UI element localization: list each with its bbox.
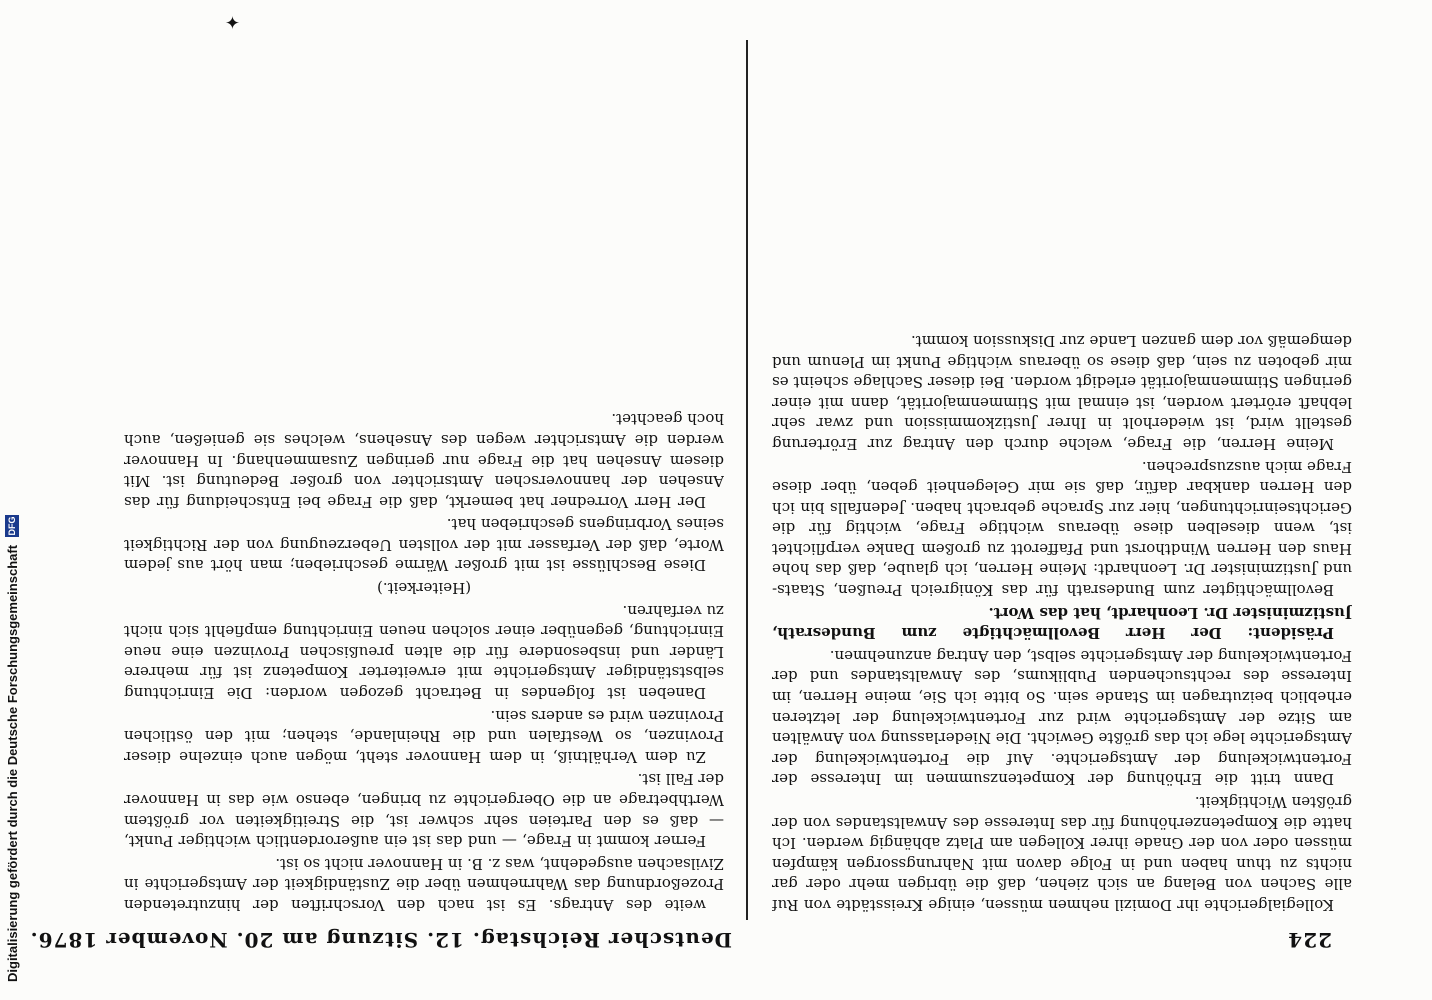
paragraph: Kollegialgerichte ihr Domizil nehmen müssen, einige Kreisstädte von Ruf alle Sachen von Belang an sich ziehen, daß die übrigen mehr oder gar nichts zu thun haben und in Folge davon mit Nahrungssorgen kämpfen müssen oder von der Gnade ihrer Kollegen am Platz abhängig werden. Ich hatte die Kompetenzerhöhung für das Interesse des Anwaltstandes von der größten Wichtigkeit. (772, 793, 1352, 914)
paragraph: (Heiterkeit.) (376, 579, 472, 598)
paragraph: Zu dem Verhältniß, in dem Hannover steht, mögen auch einzelne dieser Provinzen, so Westfalen und die Rheinlande, stehen; mit den östlichen Provinzen wird es anders sein. (124, 706, 724, 766)
paragraph: weite des Antrags. Es ist nach den Vorschriften der hinzutretenden Prozeßordnung das Wahrnehmen über die Zuständigkeit der Amtsgerichte in Zivilsachen ausgedehnt, was z. B. in Hannover nicht so ist. (124, 854, 724, 914)
paragraph: Diese Beschlüsse ist mit großer Wärme geschrieben; man hört aus jedem Worte, daß der Verfasser mit der vollsten Ueberzeugung von der Richtigkeit seines Vorbringens geschrieben hat. (124, 515, 724, 575)
column-right (124, 35, 724, 915)
page-number: 224 (1287, 928, 1332, 952)
digitization-credit (0, 0, 24, 1000)
decorative-mark-icon: ✦ (224, 11, 240, 32)
paragraph: Bevollmächtigter zum Bundesrath für das Königreich Preußen, Staats- und Justizminister Dr. Leonhardt: Meine Herren, ich glaube, daß das hohe Haus den Herren Windthorst und Pfafferott zu großem Danke verpflichtet ist, wenn dieselben diese überaus wichtige Frage, wichtig für die Gerichtseinrichtungen, hier zur Sprache gebracht haben. Jedenfalls bin ich den Herren dankbar dafür, daß sie mir Gelegenheit geben, über diese Frage mich auszusprechen. (772, 457, 1352, 600)
dfg-logo: DFG (7, 516, 17, 536)
column-divider (746, 40, 748, 920)
paragraph: Ferner kommt in Frage, — und das ist ein außerordentlich wichtiger Punkt, — daß es den Parteien sehr schwer ist, die Streitigkeiten vor größtem Werthbetrage an die Obergerichte zu bringen, ebenso wie das in Hannover der Fall ist. (124, 770, 724, 851)
credit-text: Digitalisierung gefördert durch die Deutsche Forschungsgemeinschaft (4, 544, 20, 982)
paragraph: Dann tritt die Erhöhung der Kompetenzsummen im Interesse der Fortentwickelung der Amtsgerichte. Auf die Fortentwickelung der Amtsgerichte lege ich das größte Gewicht. Die Niederlassung von Anwälten am Sitze der Amtsgerichte wird zur Fortentwickelung der letzteren erheblich beizutragen im Stande sein. So bitte ich Sie, meine Herren, im Interesse des rechtsuchenden Publikums, des Anwaltstandes und der Fortentwickelung der Amtsgerichte selbst, den Antrag anzunehmen. (772, 646, 1352, 789)
column-left (772, 35, 1352, 915)
paragraph: Präsident: Der Herr Bevollmächtigte zum Bundesrath, Justizminister Dr. Leonhardt, hat das Wort. (772, 603, 1352, 643)
paragraph: Meine Herren, die Frage, welche durch den Antrag zur Erörterung gestellt wird, ist wiederholt in Ihrer Justizkommission und zwar sehr lebhaft erörtert worden, ist einmal mit Stimmenmajorität, dann mit einer geringen Stimmenmajorität erledigt worden. Bei dieser Sachlage scheint es mir geboten zu sein, daß diese so überaus wichtige Punkt im Plenum und demgemäß vor dem ganzen Lande zur Diskussion kommt. (772, 331, 1352, 453)
page-title: Deutscher Reichstag. 12. Sitzung am 20. November 1876. (29, 928, 732, 952)
paragraph: Daneben ist folgendes in Betracht gezogen worden: Die Einrichtung selbstständiger Amtsgerichte mit erweiterter Kompetenz ist für mehrere Länder und insbesondere für die alten preußischen Provinzen eine neue Einrichtung, gegenüber einer solchen neuen Einrichtung empfiehlt sich nicht zu verfahren. (124, 601, 724, 703)
paragraph: Der Herr Vorredner hat bemerkt, daß die Frage bei Entscheidung für das Ansehen der hannoverschen Amtsrichter von großer Bedeutung ist. Mit diesem Ansehen hat die Frage nur geringen Zusammenhang. In Hannover werden die Amtsrichter wegen des Ansehens, welches sie genießen, auch hoch geachtet. (124, 410, 724, 511)
